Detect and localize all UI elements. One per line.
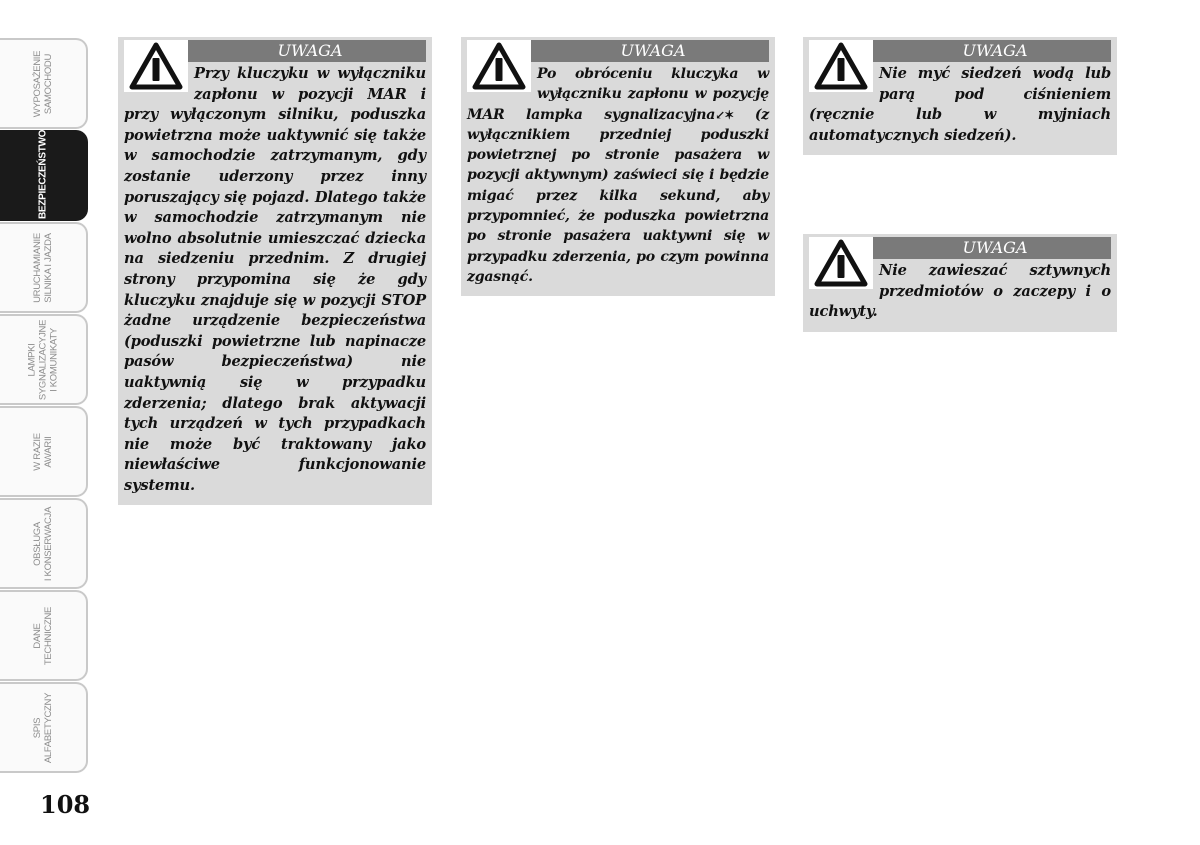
warning-triangle-icon — [467, 40, 531, 92]
tab-label: SPIS ALFABETYCZNY — [32, 692, 54, 763]
tab-label: OBSŁUGA I KONSERWACJA — [32, 506, 54, 581]
warning-triangle-icon — [124, 40, 188, 92]
tab-lampki[interactable] — [0, 314, 88, 405]
tab-label: LAMPKI SYGNALIZACYJNE I KOMUNIKATY — [26, 319, 60, 400]
warning-heading: UWAGA — [467, 40, 769, 62]
airbag-off-symbol-icon: ↙✶ — [715, 107, 734, 122]
warning-box-passenger-airbag-light — [461, 37, 775, 296]
warning-text-before: Po obróceniu kluczyka w wyłączniku zapłonu w pozycję MAR lampka sygnalizacyjna — [467, 66, 769, 123]
warning-text — [467, 64, 769, 287]
warning-text-after: (z wyłącznikiem przedniej poduszki powietrznej po stronie pasażera w pozycji aktywnym) zaświeci się i będzie migać przez kilka sekund, aby przypomnieć, że poduszka powietrzna po stronie pasażera uaktywni się w przypadku zderzenia, po czym powinna zgasnąć. — [467, 106, 769, 285]
tab-w-razie-awarii[interactable] — [0, 406, 88, 497]
tab-bezpieczenstwo[interactable] — [0, 130, 88, 221]
tab-dane-techniczne[interactable] — [0, 590, 88, 681]
tab-wyposazenie[interactable] — [0, 38, 88, 129]
warning-heading: UWAGA — [809, 40, 1111, 62]
warning-triangle-icon — [809, 40, 873, 92]
warning-box-airbag-stationary — [118, 37, 432, 505]
warning-heading: UWAGA — [809, 237, 1111, 259]
warning-triangle-icon — [809, 237, 873, 289]
tab-label: W RAZIE AWARII — [32, 432, 54, 471]
warning-box-hanging-objects — [803, 234, 1117, 332]
warning-box-seat-washing — [803, 37, 1117, 155]
tab-label: BEZPIECZEŃSTWO — [37, 129, 49, 219]
page-number: 108 — [40, 790, 91, 819]
warning-text: Nie myć siedzeń wodą lub parą pod ciśnieniem (ręcznie lub w myjniach automatycznych siedzeń). — [809, 65, 1111, 144]
tab-obsluga[interactable] — [0, 498, 88, 589]
tab-label: WYPOSAŻENIE SAMOCHODU — [32, 50, 54, 117]
warning-text: Nie zawieszać sztywnych przedmiotów o zaczepy i o uchwyty. — [809, 262, 1111, 321]
warning-text: Przy kluczyku w wyłączniku zapłonu w pozycji MAR i przy wyłączonym silniku, poduszka powietrzna może uaktywnić się także w samochodzie zatrzymanym, gdy zostanie uderzony przez inny poruszający się pojazd. Dlatego także w samochodzie zatrzymanym nie wolno absolutnie umieszczać dziecka na siedzeniu przednim. Z drugiej strony przypomina się że gdy kluczyku znajduje się w pozycji STOP żadne urządzenie bezpieczeństwa (poduszki powietrzne lub napinacze pasów bezpieczeństwa) nie uaktywnią się w przypadku zderzenia; dlatego brak aktywacji tych urządzeń w tych przypadkach nie może być traktowany jako niewłaściwe funkcjonowanie systemu. — [124, 65, 426, 494]
warning-heading: UWAGA — [124, 40, 426, 62]
tab-label: URUCHAMIANIE SILNIKA I JAZDA — [32, 232, 54, 303]
tab-spis-alfabetyczny[interactable] — [0, 682, 88, 773]
tab-label: DANE TECHNICZNE — [32, 606, 54, 665]
tab-uruchamianie[interactable] — [0, 222, 88, 313]
